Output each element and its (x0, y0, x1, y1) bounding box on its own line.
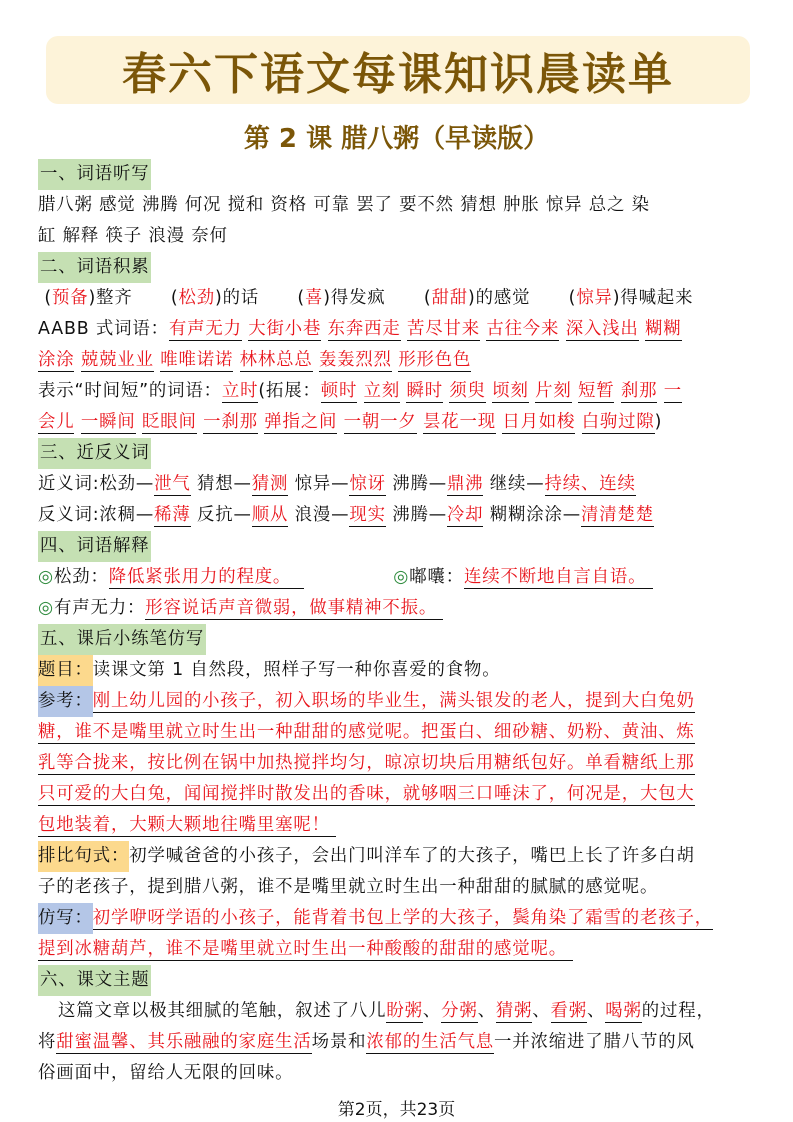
text-line (38, 1058, 758, 1089)
answer-text: 只可爱的大白兔，闻闻搅拌时散发出的香味，就够咽三口唾沫了，何况是，大包大 (38, 784, 695, 804)
text-segment: 初学喊爸爸的小孩子，会出门叫洋车了的大孩子，嘴巴上长了许多白胡 (129, 846, 695, 866)
text-segment: 缸 解释 筷子 浪漫 奈何 (38, 226, 228, 246)
answer-text: 白驹过隙 (581, 412, 655, 432)
answer-text: 喜 (305, 288, 324, 308)
answer-text: 初学咿呀学语的小孩子，能背着书包上学的大孩子，鬓角染了霜雪的老孩子， (92, 908, 713, 928)
text-segment: 俗画面中，留给人无限的回味。 (38, 1063, 294, 1083)
text-segment: 近义词:松劲— (38, 474, 155, 494)
answer-text: 惊讶 (349, 474, 386, 494)
answer-text: 鼎沸 (446, 474, 484, 494)
text-line (38, 903, 758, 934)
answer-text: 降低紧张用力的程度。 (108, 567, 304, 587)
text-segment: )得喊起来 (612, 288, 694, 308)
text-segment: )的感觉 ( (468, 288, 577, 308)
text-segment: 惊异— (288, 474, 350, 494)
text-line (38, 283, 758, 314)
text-line (38, 1027, 758, 1058)
answer-text: 糖，谁不是嘴里就立时生出一种甜甜的感觉呢。把蛋白、细砂糖、奶粉、黄油、炼 (38, 722, 695, 742)
answer-text: 林林总总 (239, 350, 313, 370)
text-line (38, 593, 758, 624)
bullet-icon: ◎ (38, 567, 55, 587)
answer-text: 眨眼间 (142, 412, 197, 432)
answer-text: 东奔西走 (327, 319, 401, 339)
answer-text: 糊糊 (645, 319, 682, 339)
answer-text: 刚上幼儿园的小孩子，初入职场的毕业生，满头银发的老人，提到大白兔奶 (92, 691, 695, 711)
answer-text: 一 (663, 381, 682, 401)
answer-text: 涂涂 (38, 350, 75, 370)
text-line (38, 190, 758, 221)
section-heading-row (38, 438, 758, 469)
text-segment: AABB 式词语： (38, 319, 169, 339)
text-line (38, 872, 758, 903)
text-line (38, 469, 758, 500)
answer-text: 稀薄 (154, 505, 191, 525)
bullet-icon: ◎ (393, 567, 410, 587)
text-segment: ) (654, 412, 663, 432)
text-segment (304, 567, 393, 587)
text-segment (337, 412, 343, 432)
answer-text: 浓郁的生活气息 (366, 1032, 495, 1052)
answer-text: 刹那 (620, 381, 658, 401)
answer-text: 冷却 (446, 505, 484, 525)
answer-text: 轰轰烈烈 (318, 350, 392, 370)
answer-text: 盼粥 (386, 1001, 423, 1021)
text-segment: 浪漫— (288, 505, 350, 525)
text-line (38, 562, 758, 593)
text-segment: 、 (422, 1001, 442, 1021)
text-segment: 这篇文章以极其细腻的笔触，叙述了八儿 (58, 1001, 387, 1021)
answer-text: 提到冰糖葫芦，谁不是嘴里就立时生出一种酸酸的甜甜的感觉呢。 (38, 939, 574, 959)
section-heading: 六、课文主题 (38, 965, 151, 996)
section-heading-row (38, 624, 758, 655)
answer-text: 甜甜 (431, 288, 469, 308)
section-heading-row (38, 159, 758, 190)
section-heading-row (38, 965, 758, 996)
answer-text: 苦尽甘来 (406, 319, 480, 339)
text-line (38, 748, 758, 779)
answer-text: 片刻 (535, 381, 572, 401)
text-segment: 、 (587, 1001, 606, 1021)
answer-text: 顷刻 (492, 381, 529, 401)
page-number: 第2页，共23页 (337, 1100, 456, 1120)
text-segment: 沸腾— (385, 474, 447, 494)
text-line (38, 686, 758, 717)
text-segment: 场景和 (311, 1032, 367, 1052)
bullet-icon: ◎ (38, 598, 55, 618)
answer-text: 现实 (349, 505, 386, 525)
section-heading-row (38, 531, 758, 562)
answer-text: 乳等合拢来，按比例在锅中加热搅拌均匀，晾凉切块后用糖纸包好。单看糖纸上那 (38, 753, 695, 773)
text-segment: ( (38, 288, 53, 308)
text-segment: (拓展： (258, 381, 321, 401)
answer-text: 立时 (221, 381, 259, 401)
answer-text: 形容说话声音微弱，做事精神不振。 (145, 598, 444, 618)
answer-text: 有声无力 (168, 319, 242, 339)
answer-text: 猜粥 (495, 1001, 533, 1021)
label-highlight: 参考： (38, 686, 93, 717)
answer-text: 一朝一夕 (343, 412, 417, 432)
text-segment (357, 381, 363, 401)
title-banner (46, 36, 750, 104)
document-body (38, 159, 758, 1089)
text-segment (74, 412, 80, 432)
section-heading: 二、词语积累 (38, 252, 151, 283)
text-segment: 反抗— (190, 505, 252, 525)
answer-text: 瞬时 (406, 381, 443, 401)
answer-text: 甜蜜温馨、其乐融融的家庭生活 (56, 1032, 312, 1052)
label-highlight: 排比句式： (38, 841, 129, 872)
text-line (38, 221, 758, 252)
answer-text: 短暂 (577, 381, 615, 401)
text-line (38, 407, 758, 438)
answer-text: 古往今来 (486, 319, 560, 339)
section-heading: 一、词语听写 (38, 159, 151, 190)
text-segment (417, 412, 423, 432)
answer-text: 日月如梭 (502, 412, 576, 432)
text-segment: 读课文第 1 自然段，照样子写一种你喜爱的食物。 (92, 660, 501, 680)
text-segment (401, 319, 407, 339)
answer-text: 大街小巷 (248, 319, 322, 339)
answer-text: 一刹那 (203, 412, 258, 432)
text-line (38, 345, 758, 376)
text-segment (575, 412, 581, 432)
text-segment: 表示“时间短”的词语： (38, 381, 222, 401)
text-segment: 糊糊涂涂— (483, 505, 582, 525)
text-segment: 、 (477, 1001, 496, 1021)
answer-text: 连续不断地自言自语。 (464, 567, 653, 587)
text-line (38, 841, 758, 872)
section-heading: 五、课后小练笔仿写 (38, 624, 206, 655)
answer-text: 顿时 (320, 381, 358, 401)
text-segment (313, 350, 319, 370)
answer-text: 兢兢业业 (80, 350, 154, 370)
label-highlight: 题目： (38, 655, 93, 686)
text-line (38, 314, 758, 345)
text-segment (614, 381, 620, 401)
page-title: 春六下语文每课知识晨读单 (122, 49, 674, 100)
answer-text: 唯唯诺诺 (160, 350, 234, 370)
answer-text: 喝粥 (605, 1001, 642, 1021)
text-line (38, 810, 758, 841)
answer-text: 形形色色 (398, 350, 472, 370)
section-heading: 四、词语解释 (38, 531, 151, 562)
text-line (38, 655, 758, 686)
answer-text: 弹指之间 (264, 412, 338, 432)
answer-text: 立刻 (363, 381, 401, 401)
text-line (38, 779, 758, 810)
text-segment (657, 381, 663, 401)
label-highlight: 仿写： (38, 903, 93, 934)
text-segment: 一并浓缩进了腊八节的风 (494, 1032, 695, 1052)
text-segment: 松劲： (54, 567, 109, 587)
answer-text: 包地装着，大颗大颗地往嘴里塞呢！ (38, 815, 337, 835)
answer-text: 一瞬间 (80, 412, 136, 432)
text-segment: 子的老孩子，提到腊八粥，谁不是嘴里就立时生出一种甜甜的腻腻的感觉呢。 (38, 877, 659, 897)
text-line (38, 717, 758, 748)
text-segment (233, 350, 239, 370)
text-line (38, 996, 758, 1027)
text-segment: 有声无力： (54, 598, 146, 618)
answer-text: 看粥 (550, 1001, 588, 1021)
text-segment: 嘟囔： (409, 567, 464, 587)
section-heading-row (38, 252, 758, 283)
text-segment: 、 (532, 1001, 551, 1021)
section-heading: 三、近反义词 (38, 438, 151, 469)
answer-text: 泄气 (154, 474, 191, 494)
answer-text: 会儿 (38, 412, 75, 432)
answer-text: 惊异 (576, 288, 613, 308)
text-segment (321, 319, 327, 339)
answer-text: 顺从 (251, 505, 289, 525)
text-line (38, 934, 758, 965)
answer-text: 分粥 (441, 1001, 478, 1021)
text-segment: 反义词:浓稠— (38, 505, 155, 525)
answer-text: 猜测 (251, 474, 289, 494)
text-segment: 腊八粥 感觉 沸腾 何况 搅和 资格 可靠 罢了 要不然 猜想 肿胀 惊异 总之 染 (38, 195, 650, 215)
answer-text: 昙花一现 (422, 412, 496, 432)
text-segment (74, 350, 80, 370)
answer-text: 松劲 (178, 288, 216, 308)
answer-text: 预备 (52, 288, 89, 308)
answer-text: 须臾 (449, 381, 486, 401)
text-segment: 猜想— (190, 474, 252, 494)
text-segment: 继续— (483, 474, 545, 494)
text-segment: 将 (38, 1032, 57, 1052)
answer-text: 深入浅出 (565, 319, 639, 339)
text-segment: 沸腾— (385, 505, 447, 525)
text-segment: )得发疯 ( (323, 288, 432, 308)
text-segment: )整齐 ( (88, 288, 179, 308)
text-segment (559, 319, 565, 339)
text-line (38, 500, 758, 531)
text-segment: )的话 ( (215, 288, 306, 308)
lesson-title: 第 2 课 腊八粥（早读版） (243, 124, 550, 154)
answer-text: 清清楚楚 (581, 505, 654, 525)
text-line (38, 376, 758, 407)
answer-text: 持续、连续 (544, 474, 636, 494)
text-segment: 的过程， (641, 1001, 715, 1021)
